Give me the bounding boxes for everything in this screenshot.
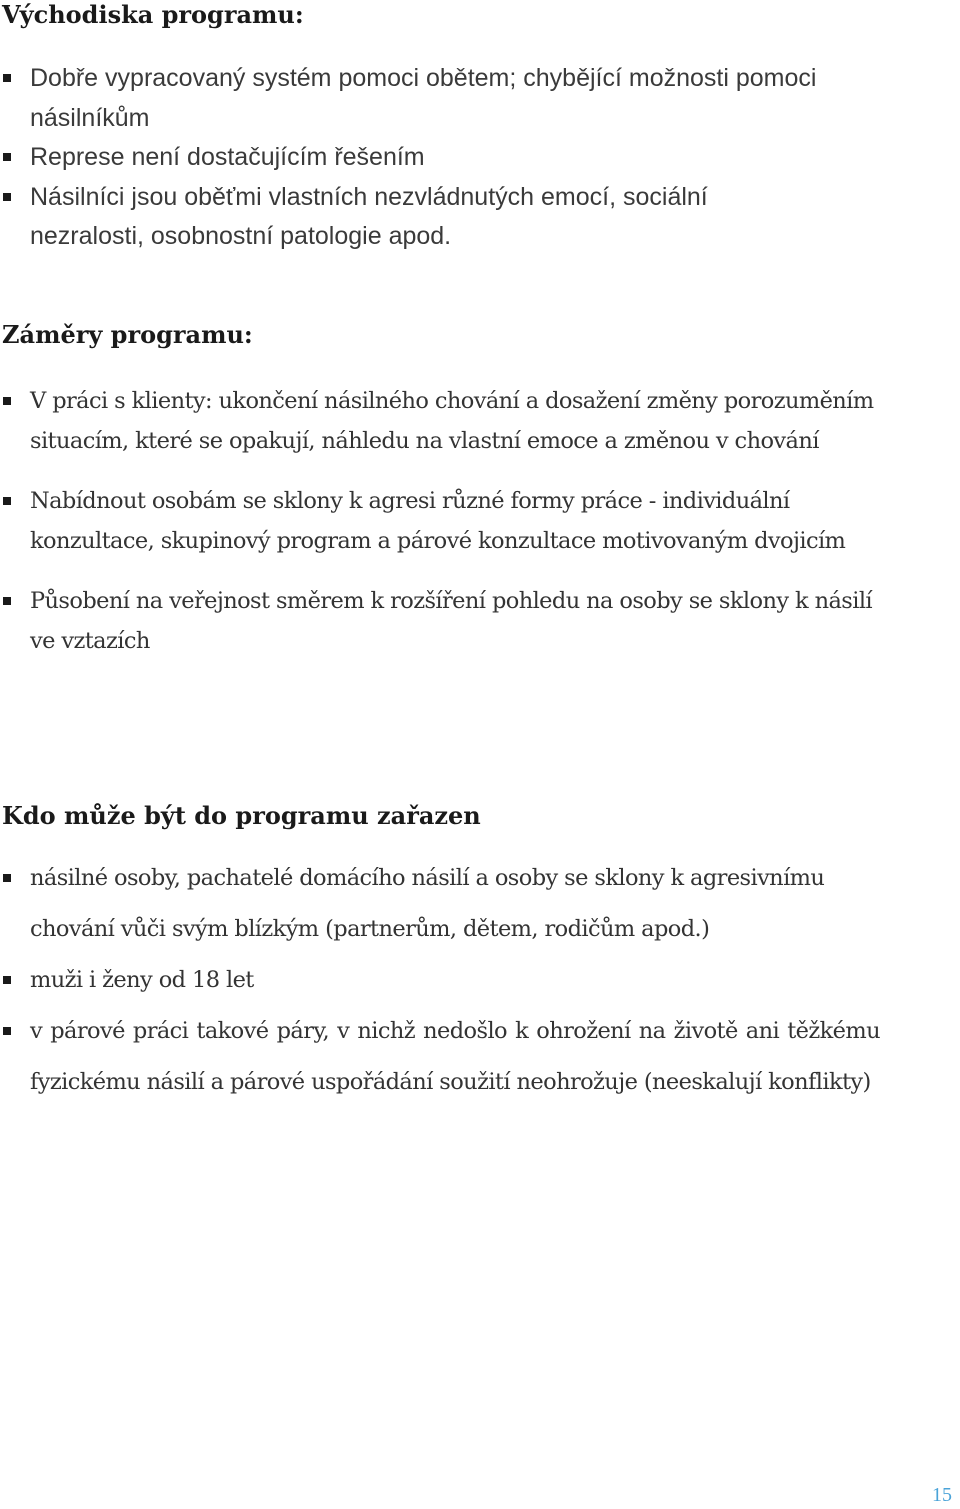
list-item	[0, 482, 880, 561]
list-item-text: v párové práci takové páry, v nichž nedošlo k ohrožení na životě ani těžkému fyzickému násilí a párové uspořádání soužití neohrožuje (neeskalují konflikty)	[30, 1018, 880, 1095]
square-bullet-icon	[3, 874, 11, 882]
list-item-text: Dobře vypracovaný systém pomoci obětem; chybějící možnosti pomoci násilníkům	[30, 64, 817, 132]
square-bullet-icon	[3, 1027, 11, 1035]
list-item	[0, 59, 820, 138]
page-number: 15	[932, 1484, 952, 1506]
list-item	[0, 138, 820, 178]
square-bullet-icon	[3, 597, 11, 605]
zamery-list	[0, 382, 880, 661]
square-bullet-icon	[3, 976, 11, 984]
square-bullet-icon	[3, 193, 11, 201]
list-item	[0, 853, 830, 955]
list-item	[0, 955, 830, 1006]
section-heading-kdo-muze: Kdo může být do programu zařazen	[2, 801, 481, 830]
square-bullet-icon	[3, 397, 11, 405]
section-heading-zamery: Záměry programu:	[2, 320, 253, 349]
section-heading-vychodiska: Východiska programu:	[2, 0, 304, 29]
square-bullet-icon	[3, 153, 11, 161]
list-item-text: V práci s klienty: ukončení násilného chování a dosažení změny porozuměním situacím, které se opakují, náhledu na vlastní emoce a změnou v chování	[30, 388, 874, 454]
list-item-text: Nabídnout osobám se sklony k agresi různé formy práce - individuální konzultace, skupinový program a párové konzultace motivovaným dvojicím	[30, 488, 846, 554]
list-item-text: muži i ženy od 18 let	[30, 967, 254, 993]
list-item-text: Působení na veřejnost směrem k rozšíření pohledu na osoby se sklony k násilí ve vztazích	[30, 588, 873, 654]
list-item-text: násilné osoby, pachatelé domácího násilí a osoby se sklony k agresivnímu chování vůči svým blízkým (partnerům, dětem, rodičům apod.)	[30, 865, 825, 942]
kdo-muze-list	[0, 853, 880, 1108]
list-item	[0, 382, 880, 461]
list-item	[0, 582, 880, 661]
square-bullet-icon	[3, 497, 11, 505]
list-item	[0, 178, 820, 257]
square-bullet-icon	[3, 74, 11, 82]
list-item-text: Násilníci jsou oběťmi vlastních nezvládnutých emocí, sociální nezralosti, osobnostní patologie apod.	[30, 182, 708, 250]
list-item	[0, 1006, 880, 1108]
vychodiska-list	[0, 59, 820, 257]
list-item-text: Represe není dostačujícím řešením	[30, 143, 425, 171]
